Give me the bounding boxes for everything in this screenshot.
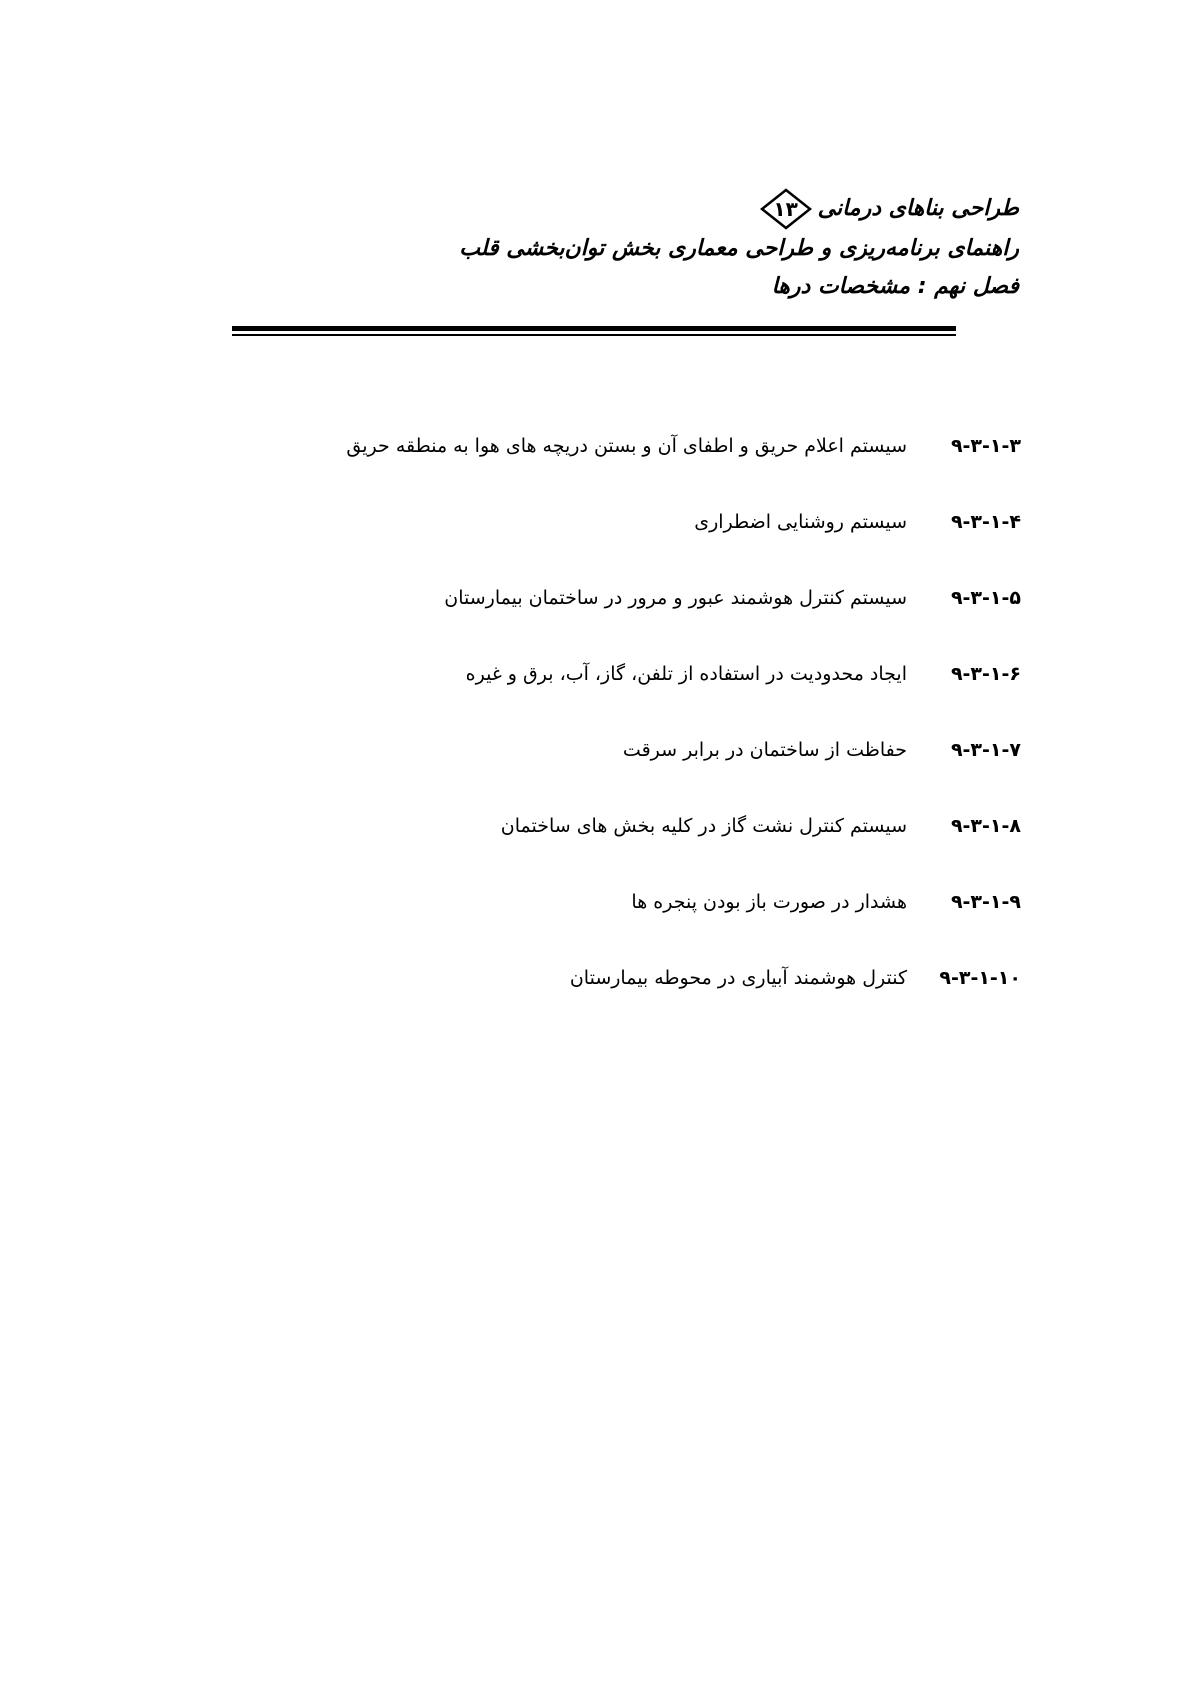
item-number: ۹-۳-۱-۷ <box>950 739 1021 761</box>
list-item <box>161 560 1021 636</box>
item-number: ۹-۳-۱-۳ <box>950 435 1021 457</box>
list-item <box>161 712 1021 788</box>
item-number: ۹-۳-۱-۴ <box>950 511 1021 533</box>
book-title: راهنمای برنامه‌ریزی و طراحی معماری بخش توان‌بخشی قلب <box>459 236 1019 261</box>
series-number-badge <box>760 188 812 230</box>
list-item <box>161 636 1021 712</box>
list-item <box>161 408 1021 484</box>
item-number: ۹-۳-۱-۸ <box>950 815 1021 837</box>
item-text: سیستم اعلام حریق و اطفای آن و بستن دریچه های هوا به منطقه حریق <box>346 435 907 457</box>
series-title: طراحی بناهای درمانی <box>817 196 1019 221</box>
item-text: سیستم کنترل هوشمند عبور و مرور در ساختمان بیمارستان <box>444 587 907 609</box>
section-list <box>161 408 1021 1016</box>
chapter-title: فصل نهم : مشخصات درها <box>771 274 1019 299</box>
item-number: ۹-۳-۱-۵ <box>950 587 1021 609</box>
item-text: سیستم روشنایی اضطراری <box>694 511 907 533</box>
item-text: سیستم کنترل نشت گاز در کلیه بخش های ساختمان <box>500 815 907 837</box>
list-item <box>161 788 1021 864</box>
header-divider <box>232 326 956 336</box>
list-item <box>161 864 1021 940</box>
item-text: حفاظت از ساختمان در برابر سرقت <box>622 739 907 761</box>
list-item <box>161 940 1021 1016</box>
series-title-line <box>299 188 1019 230</box>
divider-thick-line <box>232 326 956 331</box>
page-header <box>299 188 1019 306</box>
item-number: ۹-۳-۱-۹ <box>950 891 1021 913</box>
series-number: ۱۳ <box>773 197 798 221</box>
item-text: ایجاد محدودیت در استفاده از تلفن، گاز، آب، برق و غیره <box>465 663 907 685</box>
item-text: کنترل هوشمند آبیاری در محوطه بیمارستان <box>569 967 907 989</box>
item-number: ۹-۳-۱-۶ <box>950 663 1021 685</box>
divider-thin-line <box>232 334 956 336</box>
list-item <box>161 484 1021 560</box>
item-number: ۹-۳-۱-۱۰ <box>939 967 1021 989</box>
item-text: هشدار در صورت باز بودن پنجره ها <box>631 891 907 913</box>
